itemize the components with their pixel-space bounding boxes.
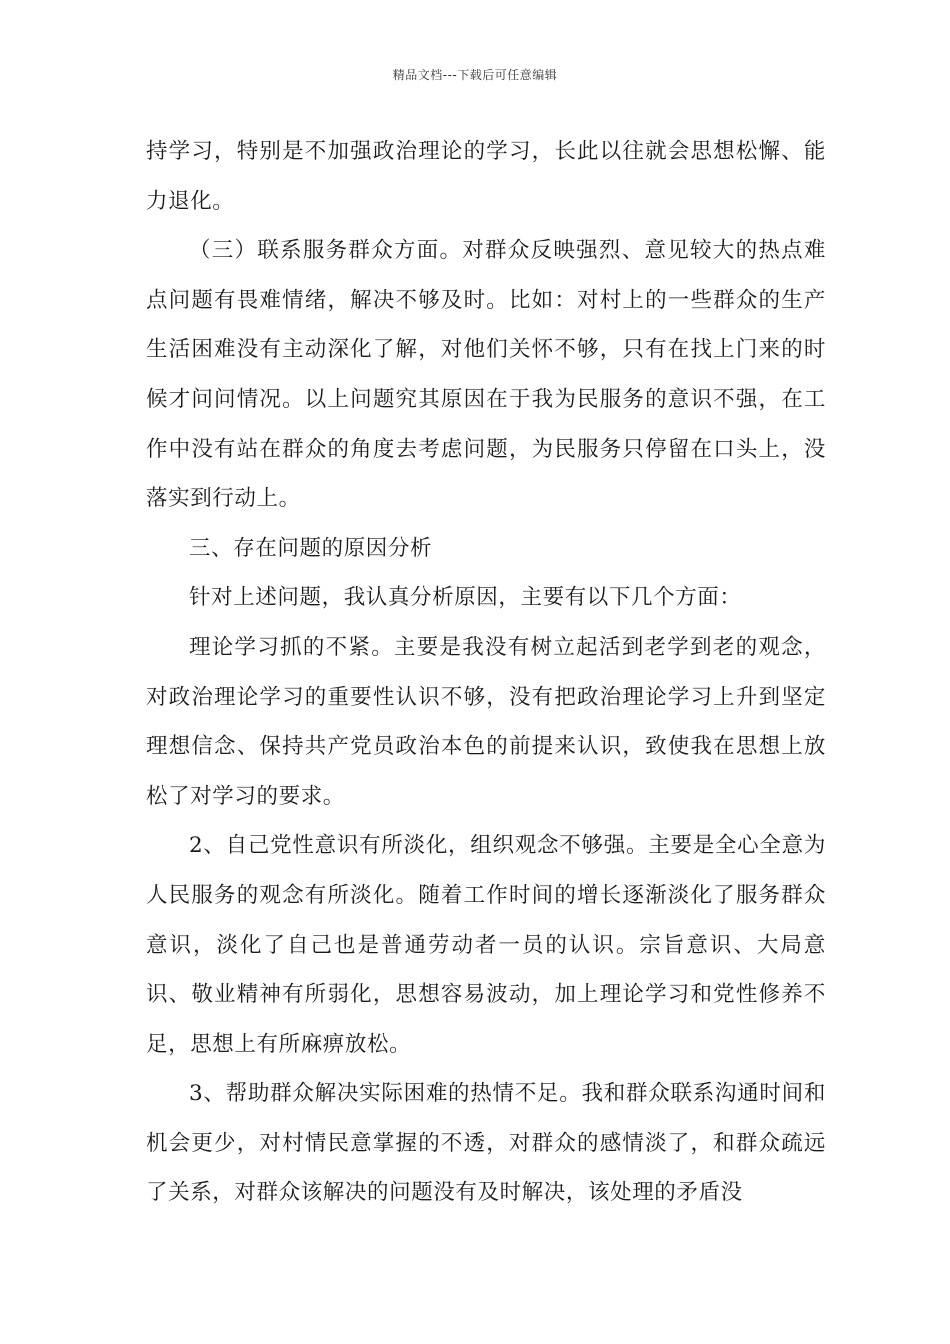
paragraph-1: 持学习，特别是不加强政治理论的学习，长此以往就会思想松懈、能力退化。 (146, 139, 826, 214)
page-header: 精品文档---下载后可任意编辑 (392, 68, 558, 82)
paragraph-5: 2、自己党性意识有所淡化，组织观念不够强。主要是全心全意为人民服务的观念有所淡化。随着工作时间的增长逐渐淡化了服务群众意识，淡化了自己也是普通劳动者一员的认识。宗旨意识、大局意识、敬业精神有所弱化，思想容易波动，加上理论学习和党性修养不足，思想上有所麻痹放松。 (146, 833, 826, 1057)
section-heading: 三、存在问题的原因分析 (189, 535, 433, 561)
paragraph-3: 针对上述问题，我认真分析原因，主要有以下几个方面： (189, 585, 742, 611)
paragraph-4: 理论学习抓的不紧。主要是我没有树立起活到老学到老的观念，对政治理论学习的重要性认识不够，没有把政治理论学习上升到坚定理想信念、保持共产党员政治本色的前提来认识，致使我在思想上放松了对学习的要求。 (146, 634, 826, 809)
paragraph-6: 3、帮助群众解决实际困难的热情不足。我和群众联系沟通时间和机会更少，对村情民意掌握的不透，对群众的感情淡了，和群众疏远了关系，对群众该解决的问题没有及时解决，该处理的矛盾没 (146, 1081, 826, 1206)
paragraph-2: （三）联系服务群众方面。对群众反映强烈、意见较大的热点难点问题有畏难情绪，解决不够及时。比如：对村上的一些群众的生产生活困难没有主动深化了解，对他们关怀不够，只有在找上门来的时候才问问情况。以上问题究其原因在于我为民服务的意识不强，在工作中没有站在群众的角度去考虑问题，为民服务只停留在口头上，没落实到行动上。 (146, 238, 826, 512)
document-body (146, 127, 826, 1218)
